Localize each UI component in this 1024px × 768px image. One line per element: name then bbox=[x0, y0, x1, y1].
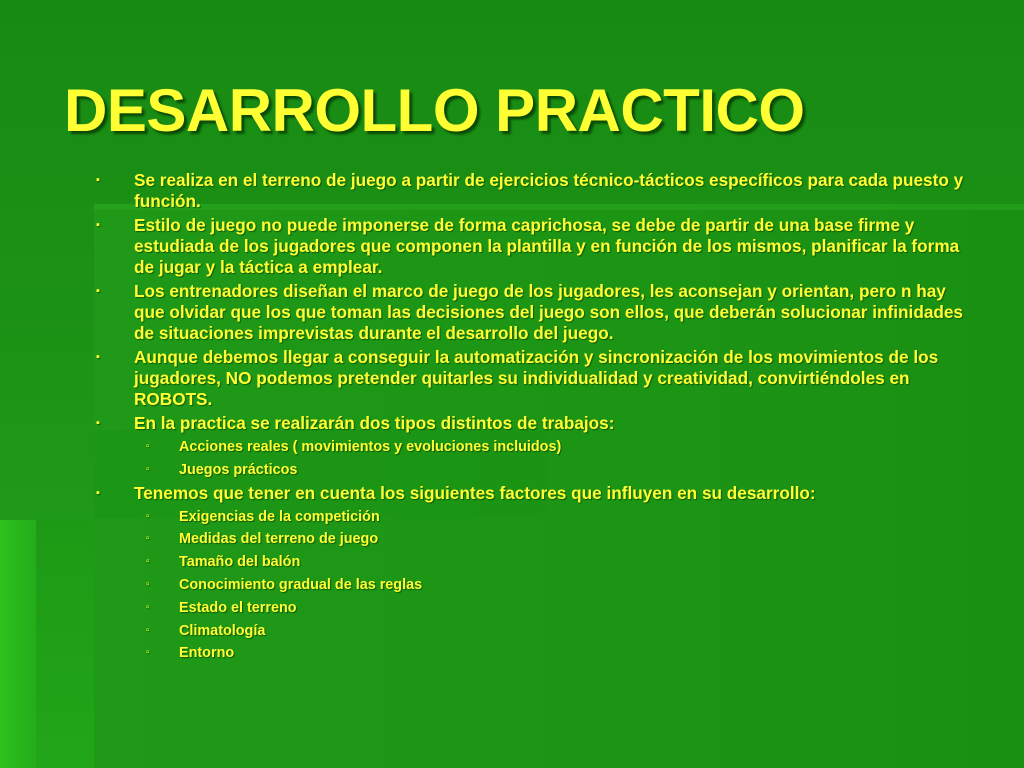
sub-bullet-item bbox=[96, 598, 976, 618]
bullet-text: Tenemos que tener en cuenta los siguientes factores que influyen en su desarrollo: bbox=[134, 482, 816, 503]
sub-bullet-item bbox=[96, 507, 976, 527]
hollow-square-bullet-icon: ▫ bbox=[146, 441, 150, 452]
sub-bullet-text: Conocimiento gradual de las reglas bbox=[179, 576, 423, 593]
square-bullet-icon: ▪ bbox=[96, 219, 100, 231]
hollow-square-bullet-icon: ▫ bbox=[146, 578, 150, 590]
sub-bullet-text: Acciones reales ( movimientos y evoluciones incluidos) bbox=[179, 439, 562, 455]
square-bullet-icon: ▪ bbox=[96, 486, 100, 499]
square-bullet-icon: ▪ bbox=[96, 174, 100, 186]
sub-bullet-item bbox=[96, 621, 976, 641]
sub-bullet-text: Climatología bbox=[179, 622, 266, 639]
hollow-square-bullet-icon: ▫ bbox=[146, 463, 150, 475]
square-bullet-icon: ▪ bbox=[96, 417, 100, 429]
bullet-item bbox=[96, 281, 976, 344]
bullet-text: Se realiza en el terreno de juego a partir de ejercicios técnico-tácticos específicos para cada puesto y función. bbox=[134, 170, 964, 211]
sub-bullet-text: Medidas del terreno de juego bbox=[179, 531, 379, 548]
hollow-square-bullet-icon: ▫ bbox=[146, 533, 150, 545]
bullet-item bbox=[96, 215, 976, 278]
sub-bullet-item bbox=[96, 643, 976, 663]
slide-title: DESARROLLO PRACTICO bbox=[64, 77, 805, 144]
hollow-square-bullet-icon: ▫ bbox=[146, 601, 150, 613]
bullet-item bbox=[96, 483, 976, 504]
sub-bullet-text: Entorno bbox=[179, 645, 235, 662]
hollow-square-bullet-icon: ▫ bbox=[146, 556, 150, 568]
bullet-text: Estilo de juego no puede imponerse de forma caprichosa, se debe de partir de una base firme y estudiada de los jugadores que componen la plantilla y en función de los mismos, planificar la forma de jugar y la táctica a emplear. bbox=[134, 215, 960, 277]
sub-bullet-text: Juegos prácticos bbox=[179, 461, 298, 478]
hollow-square-bullet-icon: ▫ bbox=[146, 624, 150, 636]
background-accent-left bbox=[0, 520, 40, 768]
bullet-text: Aunque debemos llegar a conseguir la automatización y sincronización de los movimientos de los jugadores, NO podemos pretender quitarles su individualidad y creatividad, convirtiéndoles en ROBOTS. bbox=[134, 347, 939, 409]
hollow-square-bullet-icon: ▫ bbox=[146, 647, 150, 659]
bullet-text: En la practica se realizarán dos tipos distintos de trabajos: bbox=[134, 413, 615, 433]
sub-bullet-item bbox=[96, 552, 976, 572]
bullet-item bbox=[96, 347, 976, 410]
square-bullet-icon: ▪ bbox=[96, 285, 100, 297]
bullet-text: Los entrenadores diseñan el marco de juego de los jugadores, les aconsejan y orientan, pero n hay que olvidar que los que toman las decisiones del juego son ellos, que deberán solucionar infinidades de situaciones imprevistas durante el desarrollo del juego. bbox=[134, 281, 963, 343]
hollow-square-bullet-icon: ▫ bbox=[146, 510, 150, 522]
sub-bullet-text: Estado el terreno bbox=[179, 599, 297, 616]
square-bullet-icon: ▪ bbox=[96, 351, 100, 363]
bullet-list bbox=[96, 170, 976, 666]
sub-bullet-text: Exigencias de la competición bbox=[179, 508, 380, 525]
bullet-item bbox=[96, 413, 976, 434]
sub-bullet-item bbox=[96, 575, 976, 595]
sub-bullet-text: Tamaño del balón bbox=[179, 554, 301, 571]
sub-bullet-item bbox=[96, 437, 976, 457]
bullet-item bbox=[96, 170, 976, 212]
sub-bullet-item bbox=[96, 460, 976, 480]
sub-bullet-item bbox=[96, 529, 976, 549]
